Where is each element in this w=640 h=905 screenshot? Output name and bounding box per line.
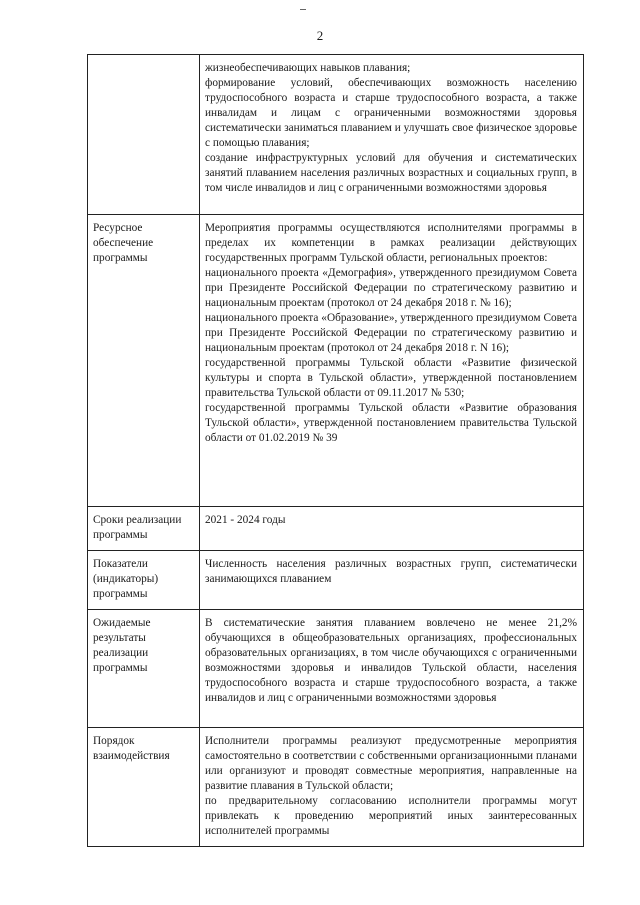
- program-passport-table: [87, 54, 584, 847]
- row-content: [200, 55, 584, 215]
- table-row: [88, 507, 584, 551]
- row-content: [200, 215, 584, 507]
- paragraph: национального проекта «Демография», утвержденного президиумом Совета при Президенте Российской Федерации по стратегическому развитию и национальным проектам (протокол от 24 декабря 2018 г. № 16);: [205, 267, 577, 309]
- page-number: 2: [316, 28, 324, 43]
- row-label: Сроки реализации программы: [88, 507, 200, 551]
- table-row: [88, 610, 584, 728]
- paragraph: национального проекта «Образование», утвержденного президиумом Совета при Президенте Российской Федерации по стратегическому развитию и национальным проектам (протокол от 24 декабря 2018 г. N 16);: [205, 312, 577, 354]
- row-content: [200, 728, 584, 847]
- paragraph: государственной программы Тульской области «Развитие образования Тульской области», утвержденной постановлением правительства Тульской области от 01.02.2019 № 39: [205, 402, 577, 444]
- row-content: [200, 610, 584, 728]
- table-row: [88, 215, 584, 507]
- paragraph: Численность населения различных возрастных групп, систематически занимающихся плаванием: [205, 558, 577, 585]
- paragraph: жизнеобеспечивающих навыков плавания;: [205, 62, 411, 74]
- paragraph: создание инфраструктурных условий для обучения и систематических занятий плаванием населения различных возрастных и социальных групп, в том числе инвалидов и лиц с ограниченными возможностями здоровья: [205, 152, 577, 194]
- paragraph: В систематические занятия плаванием вовлечено не менее 21,2% обучающихся в общеобразовательных организациях, профессиональных образовательных организациях, в том числе обучающихся с ограниченными возможностями здоровья и инвалидов Тульской области, населения трудоспособного возраста и старше трудоспособного возраста, а также инвалидов и лиц с ограниченными возможностями здоровья: [205, 617, 577, 704]
- paragraph: формирование условий, обеспечивающих возможность населению трудоспособного возраста и старше трудоспособного возраста, а также инвалидам и лицам с ограниченными возможностями здоровья систематически заниматься плаванием и улучшать свое физическое здоровье с помощью плавания;: [205, 77, 577, 149]
- table-row: [88, 728, 584, 847]
- row-label: Ожидаемые результаты реализации программы: [88, 610, 200, 728]
- row-label: Показатели (индикаторы) программы: [88, 551, 200, 610]
- row-label: Порядок взаимодействия: [88, 728, 200, 847]
- row-label: Ресурсное обеспечение программы: [88, 215, 200, 507]
- table-row: [88, 551, 584, 610]
- table-row: [88, 55, 584, 215]
- paragraph: Мероприятия программы осуществляются исполнителями программы в пределах их компетенции в рамках реализации действующих государственных программ Тульской области, региональных проектов:: [205, 222, 577, 264]
- paragraph: государственной программы Тульской области «Развитие физической культуры и спорта в Тульской области», утвержденной постановлением правительства Тульской области от 09.11.2017 № 530;: [205, 357, 577, 399]
- paragraph: по предварительному согласованию исполнители программы могут привлекать к проведению мероприятий иных заинтересованных исполнителей программы: [205, 795, 577, 837]
- paragraph: Исполнители программы реализуют предусмотренные мероприятия самостоятельно в соответствии с собственными организационными планами или организуют и проводят совместные мероприятия, направленные на развитие плавания в Тульской области;: [205, 735, 577, 792]
- row-label: [88, 55, 200, 215]
- paragraph: 2021 - 2024 годы: [205, 514, 286, 526]
- row-content: [200, 551, 584, 610]
- row-content: [200, 507, 584, 551]
- scan-mark: [300, 9, 306, 10]
